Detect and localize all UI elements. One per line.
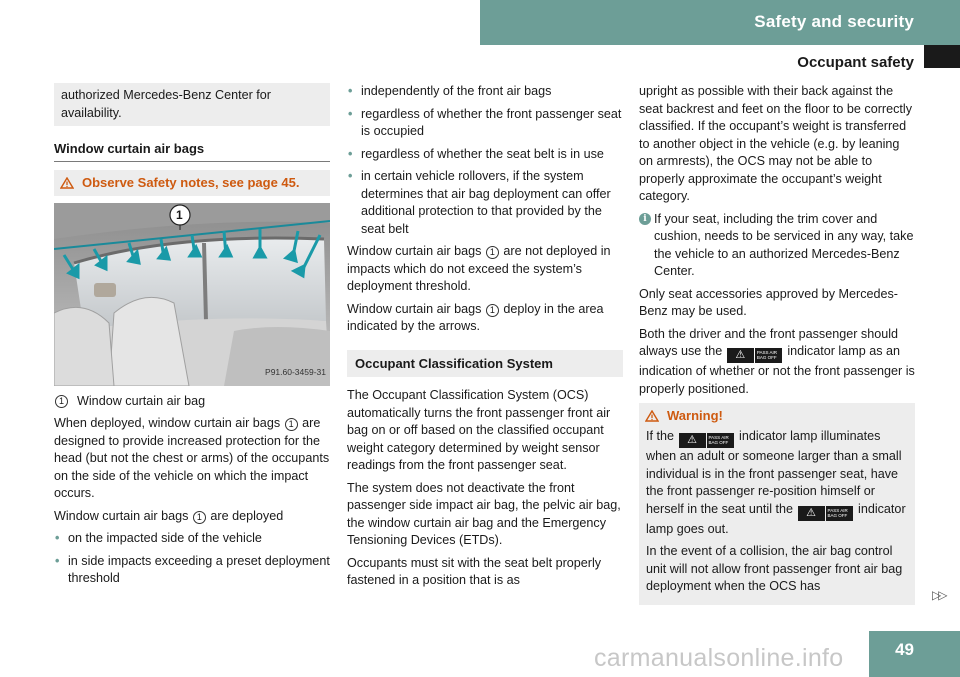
window-curtain-figure (54, 203, 330, 386)
warning-title: Warning! (667, 408, 723, 423)
list-item: • regardless of whether the front passenger seat is occupied (348, 106, 622, 138)
deploy-conditions-list (54, 530, 330, 588)
callout-number: 1 (486, 246, 499, 259)
paragraph-ocs-intro: The Occupant Classification System (OCS) automatically turns the front passenger front air bag on or off based on the classified occupant weight category determined by weight sensor readings from the front passenger seat. (347, 388, 611, 472)
page-number: 49 (895, 640, 914, 659)
list-item: • on the impacted side of the vehicle (55, 531, 262, 545)
figure-callout-1: 1 (176, 207, 183, 222)
info-note (639, 211, 915, 281)
continued-note (54, 83, 330, 126)
column-1 (54, 83, 330, 593)
warning-triangle-icon (645, 407, 667, 425)
list-item: • regardless of whether the seat belt is in use (348, 146, 604, 161)
figure-legend (54, 393, 330, 411)
paragraph-not-deployed: Window curtain air bags 1 are not deployed in impacts which do not exceed the system’s deployment threshold. (347, 244, 611, 293)
figure-code: P91.60-3459-31 (265, 367, 326, 377)
paragraph-accessories: Only seat accessories approved by Mercedes-Benz may be used. (639, 286, 898, 318)
seat-occupant-icon: ⚠ (727, 348, 754, 363)
seat-occupant-icon: ⚠ (679, 433, 706, 448)
pass-airbag-off-indicator-icon: ⚠ PASS AIR BAG OFF (727, 348, 783, 363)
section-heading-window-curtain: Window curtain air bags (54, 140, 330, 162)
info-text: If your seat, including the trim cover and cushion, needs to be serviced in any way, take the vehicle to an authorized Mercedes-Benz Center. (654, 211, 914, 278)
paragraph-deploy-area: Window curtain air bags 1 deploy in the area indicated by the arrows. (347, 301, 604, 333)
watermark: carmanualsonline.info (594, 644, 844, 672)
paragraph-are-deployed: Window curtain air bags 1 are deployed (54, 508, 284, 523)
callout-number: 1 (193, 511, 206, 524)
paragraph-ocs-deactivate: The system does not deactivate the front passenger side impact air bag, the pelvic air bag, the window curtain air bag and the Emergency Tensioning Devices (ETDs). (347, 480, 621, 547)
seat-occupant-icon: ⚠ (798, 506, 825, 521)
subsection-title: Occupant safety (797, 54, 914, 71)
car-interior-illustration (54, 203, 330, 386)
list-item: • independently of the front air bags (348, 84, 552, 98)
legend-text: Window curtain air bag (77, 393, 206, 408)
callout-number: 1 (285, 418, 298, 431)
paragraph-seat-position: Occupants must sit with the seat belt properly fastened in a position that is as (347, 555, 602, 587)
paragraph-upright: upright as possible with their back against the seat backrest and feet on the floor to be correctly classified. If the occupant’s weight is transferred to another object in the vehicle (e.g. by leaning on armrests), the OCS may not be able to properly approximate the occupant’s weight category. (639, 84, 913, 203)
section-title: Safety and security (754, 12, 914, 31)
warning-header (639, 403, 915, 428)
paragraph-indicator: Both the driver and the front passenger should always use the ⚠ PASS AIR BAG OFF indicator lamp as an indication of whether or not the front passenger is properly positioned. (639, 326, 915, 396)
continue-arrows-icon: ▷▷ (932, 588, 945, 602)
header-marker (924, 45, 960, 68)
warning-paragraph-2: In the event of a collision, the air bag control unit will not allow front passenger front air bag deployment when the OCS has (646, 544, 903, 593)
pass-airbag-off-indicator-icon: ⚠ PASS AIR BAG OFF (679, 433, 735, 448)
continued-note-text: authorized Mercedes-Benz Center for availability. (61, 88, 271, 120)
section-heading-ocs: Occupant Classification System (347, 350, 623, 378)
page-number-band (869, 631, 960, 677)
list-item: • in certain vehicle rollovers, if the system determines that air bag deployment can offer additional protection to that provided by the seat belt (348, 169, 611, 236)
warning-triangle-icon (60, 174, 82, 192)
paragraph-deployed: When deployed, window curtain air bags 1 are designed to provide increased protection for the head (but not the chest or arms) of the occupants on the side of the vehicle on which the impact occurs. (54, 416, 330, 500)
safety-notes-text: Observe Safety notes, see page 45. (82, 174, 300, 190)
column-3 (639, 83, 915, 605)
column-2 (347, 83, 623, 595)
warning-box (639, 403, 915, 605)
warning-paragraph-1: If the ⚠ PASS AIR BAG OFF indicator lamp illuminates when an adult or someone larger than a small individual is in the front passenger seat, have the front passenger re-position himself or herself in the seat until the ⚠ PASS AIR BAG OFF indicator lamp goes out. (646, 429, 906, 536)
list-item: • in side impacts exceeding a preset deployment threshold (55, 553, 330, 585)
info-icon: i (639, 213, 651, 225)
callout-number: 1 (486, 304, 499, 317)
pass-airbag-off-indicator-icon: ⚠ PASS AIR BAG OFF (798, 506, 854, 521)
callout-number: 1 (55, 395, 68, 408)
deploy-conditions-list-cont (347, 83, 623, 238)
safety-notes-warning (54, 170, 330, 196)
